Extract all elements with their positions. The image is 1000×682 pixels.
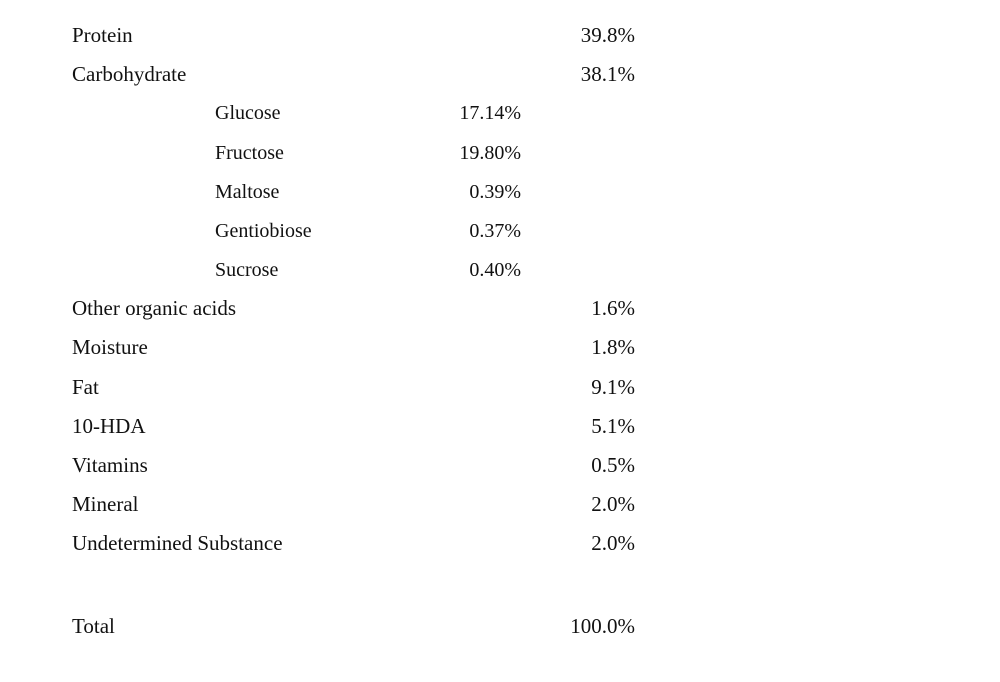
table-row-moisture — [0, 332, 700, 362]
sub-row-value: 0.37% — [469, 220, 521, 242]
row-value: 38.1% — [580, 62, 635, 86]
table-row-fructose — [0, 138, 700, 168]
table-row-total — [0, 611, 700, 641]
row-label: Mineral — [72, 492, 139, 516]
sub-row-value: 17.14% — [459, 102, 521, 124]
row-label: Vitamins — [72, 453, 148, 477]
table-row-glucose — [0, 98, 700, 128]
row-label: Fat — [72, 375, 99, 399]
row-value: 0.5% — [591, 453, 635, 477]
table-row-gentiobiose — [0, 216, 700, 246]
total-value: 100.0% — [570, 614, 635, 638]
row-label: Protein — [72, 23, 133, 47]
sub-row-value: 0.39% — [469, 181, 521, 203]
row-value: 39.8% — [580, 23, 635, 47]
sub-row-value: 0.40% — [469, 259, 521, 281]
table-row-carbohydrate — [0, 59, 700, 89]
table-row-protein — [0, 20, 700, 50]
table-row-mineral — [0, 489, 700, 519]
row-label: 10-HDA — [72, 414, 146, 438]
row-label: Moisture — [72, 335, 148, 359]
sub-row-label: Fructose — [215, 142, 284, 164]
row-value: 9.1% — [591, 375, 635, 399]
sub-row-label: Glucose — [215, 102, 281, 124]
row-value: 2.0% — [591, 531, 635, 555]
row-label: Other organic acids — [72, 296, 237, 320]
table-row-maltose — [0, 177, 700, 207]
sub-row-label: Gentiobiose — [215, 220, 312, 242]
total-label: Total — [72, 614, 115, 638]
row-value: 2.0% — [591, 492, 635, 516]
sub-row-value: 19.80% — [459, 142, 521, 164]
table-row-fat — [0, 372, 700, 402]
table-row-vitamins — [0, 450, 700, 480]
row-value: 1.6% — [591, 296, 635, 320]
row-label: Carbohydrate — [72, 62, 187, 86]
row-value: 1.8% — [591, 335, 635, 359]
sub-row-label: Maltose — [215, 181, 280, 203]
table-row-10-hda — [0, 411, 700, 441]
sub-row-label: Sucrose — [215, 259, 279, 281]
row-label: Undetermined Substance — [72, 531, 283, 555]
table-row-sucrose — [0, 255, 700, 285]
table-row-other-organic-acids — [0, 293, 700, 323]
table-row-undetermined-substance — [0, 528, 700, 558]
row-value: 5.1% — [591, 414, 635, 438]
